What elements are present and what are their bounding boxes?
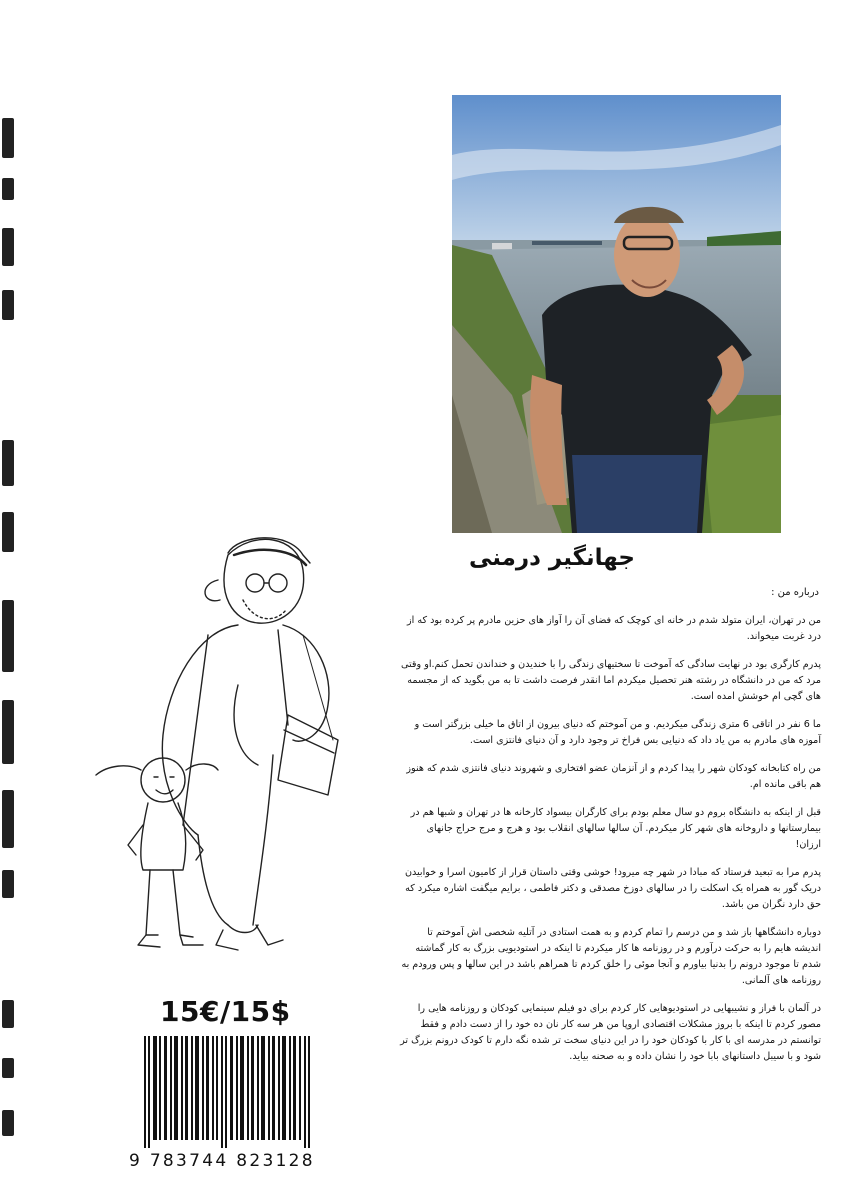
isbn-number: 9 783744 823128 xyxy=(129,1151,315,1171)
bio-paragraph: من در تهران، ایران متولد شدم در خانه ای کوچک که فضای آن را آواز های حزین مادرم پر کرده بود که از درد غربت میخواند. xyxy=(406,615,821,642)
book-spine xyxy=(0,0,22,1200)
bio-paragraph: قبل از اینکه به دانشگاه بروم دو سال معلم بودم برای کارگران بیسواد کارخانه ها در تهران و شبها هم در بیمارستانها و داروخانه های شهر کار میکردم. آن سالها سالهای انقلاب بود و هرج و مرج حراج جانهای ارزان! xyxy=(410,807,821,850)
bio-paragraph: دوباره دانشگاهها باز شد و من درسم را تمام کردم و به همت استادی در آتلیه شخصی اش آموختم تا اندیشه هایم را به حرکت درآورم و در روزنامه ها کار میکردم تا اینکه در استودیویی بزرگ به کار گماشته شدم تا موجود درونم را بدنیا بیاورم و آنجا موئی را خلق کردم تا همراهم باشد در این سالها و پس ورودم به روزنامه های آلمانی. xyxy=(401,927,821,986)
price: 15€/15$ xyxy=(160,995,291,1028)
author-bio xyxy=(398,585,821,1077)
bio-paragraph: من راه کتابخانه کودکان شهر را پیدا کردم و از آنزمان عضو افتخاری و شهروند دنیای فانتزی شدم که هنوز هم باقی مانده ام. xyxy=(406,763,821,790)
author-photo xyxy=(452,95,781,533)
bio-paragraph: پدرم مرا به تبعید فرستاد که مبادا در شهر چه میرود! خوشی وقتی داستان قرار از کامیون اسرا و خوابیدن دریک گور به همراه یک اسکلت را در سالهای دوزخ مصدقی و دکتر فاطمی ، برایم میگفت اشاره میکرد که حق دارد نگران من باشد. xyxy=(404,867,821,910)
bio-paragraph: پدرم کارگری بود در نهایت سادگی که آموخت تا سختیهای زندگی را با خندیدن و خنداندن تحمل کنم.او وقتی مرد که من در دانشگاه در رشته هنر تحصیل میکردم اما انقدر فرصت داشت تا به من بگوید که از مجسمه های گچی ام خوشش امده است. xyxy=(401,659,821,702)
bio-heading: درباره من : xyxy=(771,587,819,598)
sketch-illustration xyxy=(88,525,348,970)
author-name: جهانگیر درمنی xyxy=(468,545,635,571)
bio-paragraph: ما 6 نفر در اتاقی 6 متری زندگی میکردیم. و من آموختم که دنیای بیرون از اتاق ما خیلی بزرگتر است و آموزه های مادرم به من یاد داد که دنیایی بس فراخ تر وجود دارد و آن دنیای فانتزی است. xyxy=(414,719,821,746)
barcode xyxy=(142,1036,312,1148)
bio-paragraph: در آلمان با فراز و نشیبهایی در استودیوهایی کار کردم برای دو فیلم سینمایی کودکان و روزنامه هایی را مصور کردم تا اینکه با بروز مشکلات اقتصادی اروپا من هر سه کار نان ده خود را از دست دادم و فقط توانستم در مدرسه ای با کار با کودکان خود را در این دنیای سخت تر شده نگه دارم تا کودک درونم بزرگ تر شود و با سیبل داستانهای بابا خود را نشان داده و به صحنه بیاید. xyxy=(400,1003,821,1062)
